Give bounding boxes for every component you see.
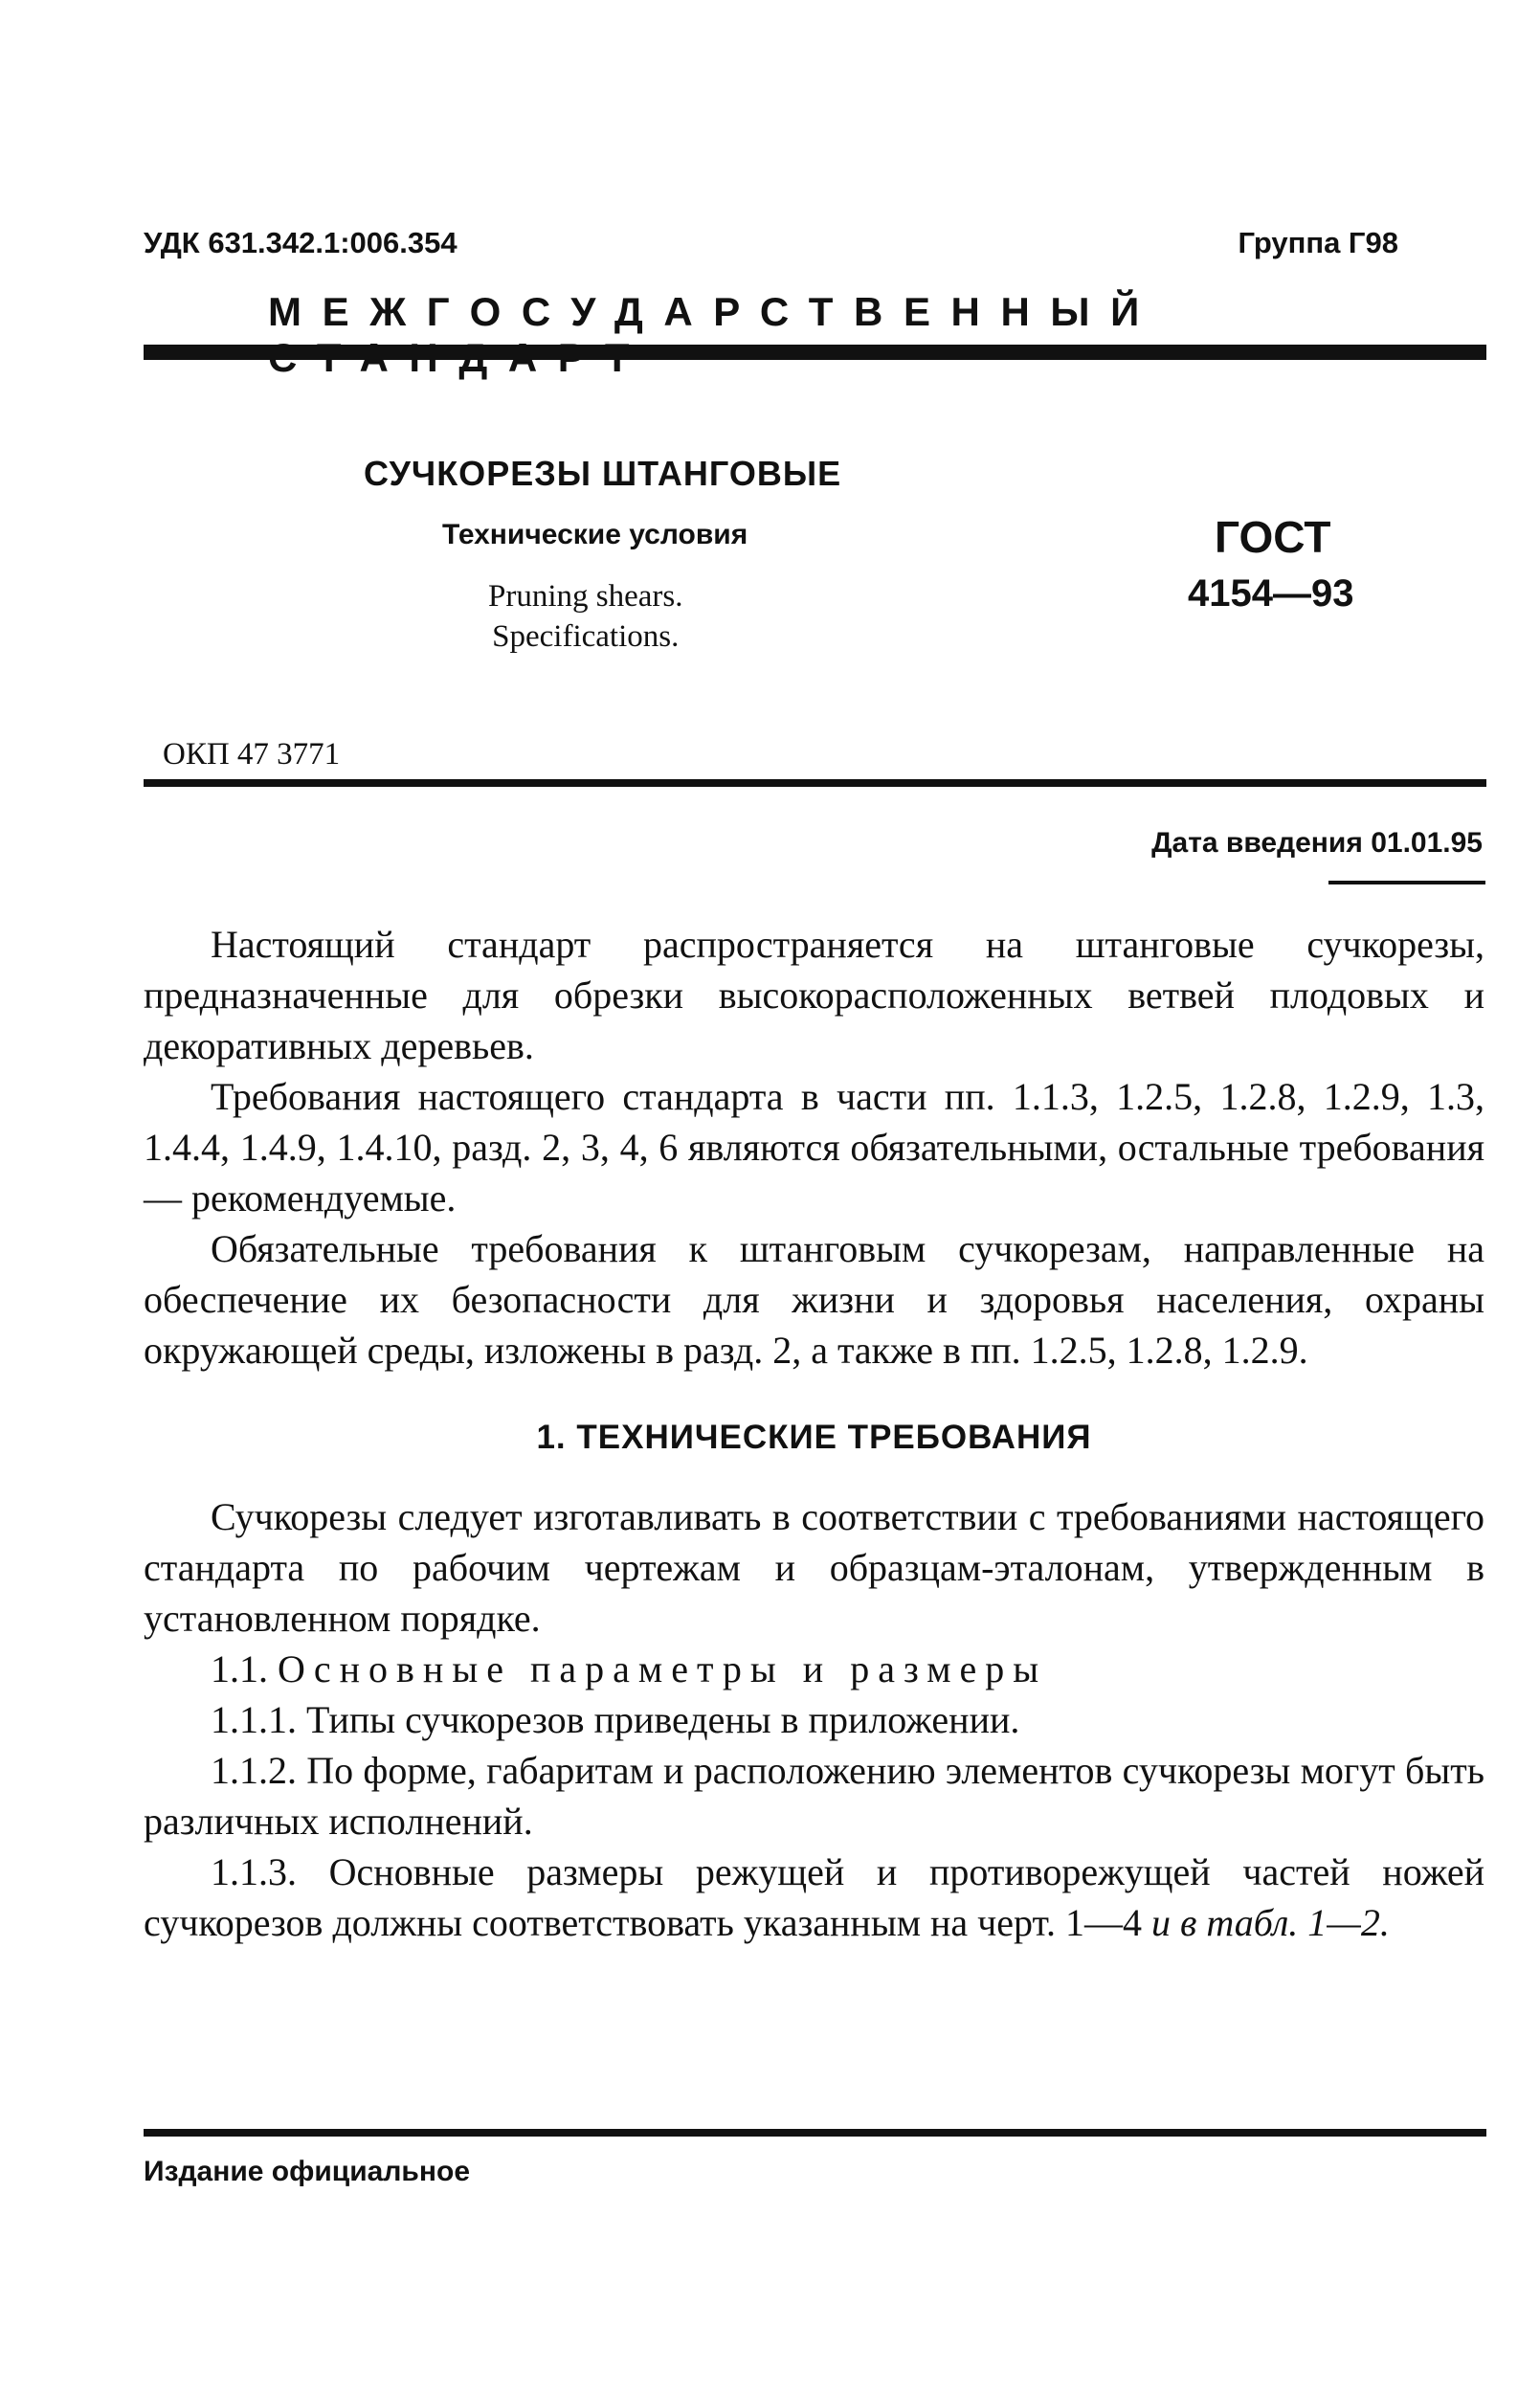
- gost-number: 4154—93: [1188, 572, 1354, 615]
- item-1-1-3-text: 1.1.3. Основные размеры режущей и противорежущей частей ножей сучкорезов должны соответствовать указанным на черт. 1—4: [144, 1850, 1484, 1944]
- subsection-heading: [144, 1644, 1484, 1694]
- item-1-1-3: [144, 1847, 1484, 1948]
- intro-paragraph-3: Обязательные требования к штанговым сучкорезам, направленные на обеспечение их безопасности для жизни и здоровья населения, охраны окружающей среды, изложены в разд. 2, а также в пп. 1.2.5, 1.2.8, 1.2.9.: [144, 1227, 1484, 1372]
- header-divider: [144, 345, 1486, 360]
- english-title: [488, 576, 682, 657]
- intro-paragraph-2: Требования настоящего стандарта в части пп. 1.1.3, 1.2.5, 1.2.8, 1.2.9, 1.3, 1.4.4, 1.4.9, 1.4.10, разд. 2, 3, 4, 6 являются обязательными, остальные требования — рекомендуемые.: [144, 1075, 1484, 1220]
- intro-paragraph-1: Настоящий стандарт распространяется на штанговые сучкорезы, предназначенные для обрезки высокорасположенных ветвей плодовых и декоративных деревьев.: [144, 923, 1484, 1067]
- group-code: Группа Г98: [1238, 226, 1398, 259]
- okp-code: ОКП 47 3771: [163, 737, 341, 772]
- subsection-number: 1.1.: [211, 1647, 268, 1690]
- item-1-1-1: 1.1.1. Типы сучкорезов приведены в приложении.: [211, 1698, 1020, 1741]
- document-subtitle: Технические условия: [442, 519, 748, 550]
- date-underline: [1328, 881, 1485, 884]
- udc-code: УДК 631.342.1:006.354: [144, 226, 458, 259]
- introduction-date: Дата введения 01.01.95: [1151, 827, 1483, 859]
- section-title: 1. ТЕХНИЧЕСКИЕ ТРЕБОВАНИЯ: [536, 1419, 1092, 1456]
- document-title: СУЧКОРЕЗЫ ШТАНГОВЫЕ: [364, 454, 842, 493]
- english-title-line-2: Specifications.: [492, 619, 680, 654]
- footer-divider: [144, 2129, 1486, 2137]
- subsection-title: Основные параметры и размеры: [278, 1647, 1048, 1690]
- item-1-1-2: 1.1.2. По форме, габаритам и расположению элементов сучкорезы могут быть различных исполнений.: [144, 1749, 1484, 1843]
- section-intro-paragraph: Сучкорезы следует изготавливать в соответствии с требованиями настоящего стандарта по рабочим чертежам и образцам-эталонам, утвержденным в установленном порядке.: [144, 1495, 1484, 1640]
- document-body: [144, 919, 1484, 1948]
- edition-note: Издание официальное: [144, 2156, 471, 2187]
- gost-label: ГОСТ: [1215, 512, 1331, 562]
- item-1-1-3-italic: и в табл. 1—2.: [1151, 1901, 1390, 1944]
- interstate-standard-heading: МЕЖГОСУДАРСТВЕННЫЙ: [268, 289, 1160, 334]
- okp-divider: [144, 779, 1486, 787]
- english-title-line-1: Pruning shears.: [488, 579, 683, 614]
